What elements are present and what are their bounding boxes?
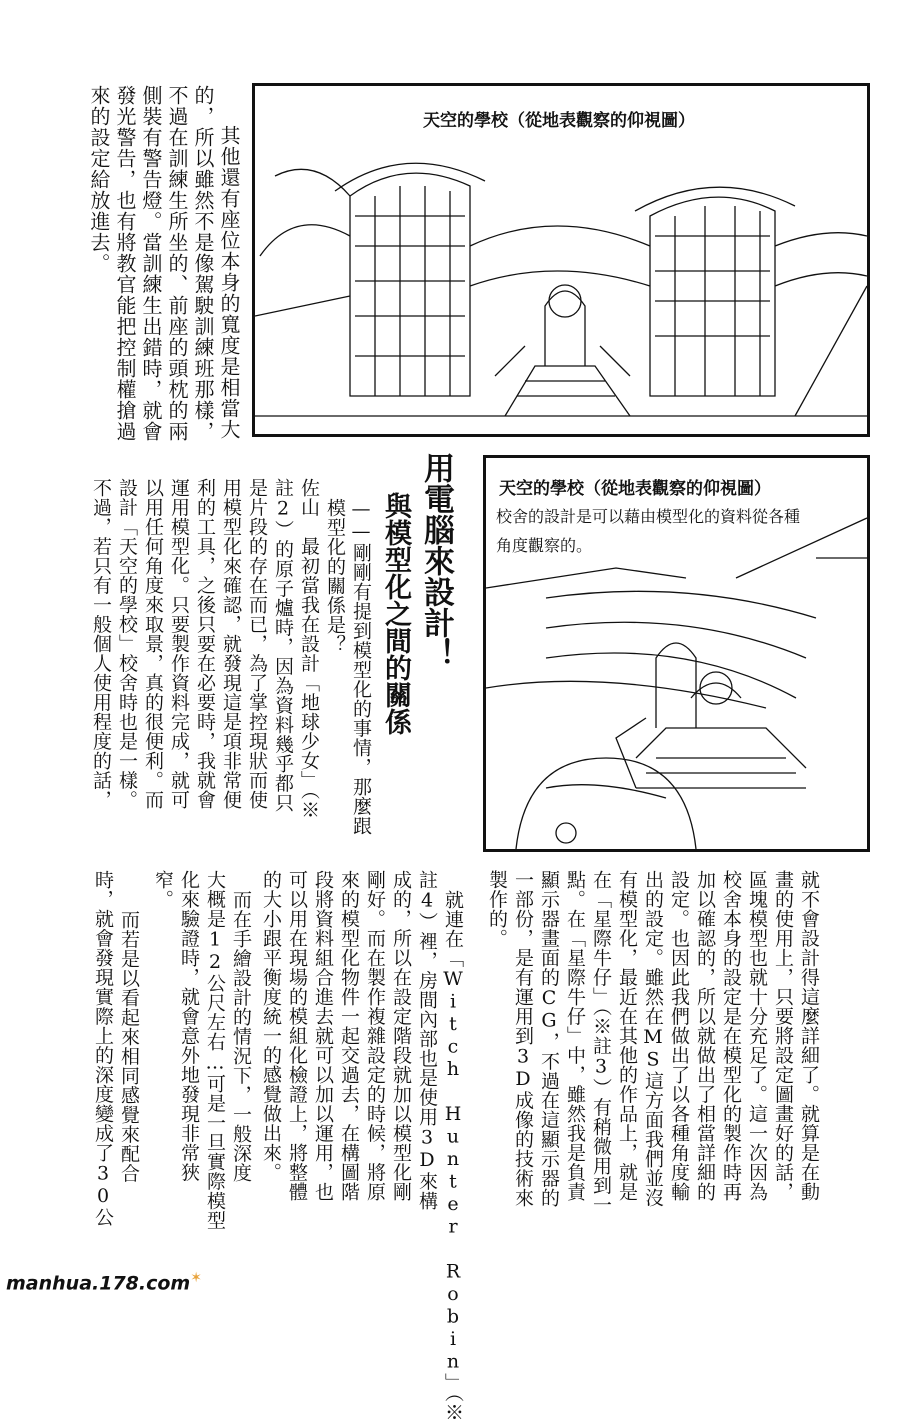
lower-right-col-1: 就不會設計得這麼詳細了。就算是在動 [798, 870, 820, 1202]
middle-col-4: 註2）的原子爐時，因為資料幾乎都只 [272, 478, 294, 813]
lower-left-col-5: 來的模型化物件一起交過去，在構圖階 [338, 870, 360, 1202]
star-icon: ✶ [190, 1269, 202, 1286]
figure-1-frame [252, 83, 870, 437]
intro-col-5: 發光警告，也有將教官能把控制權搶過 [113, 85, 137, 442]
figure-2-note-line-1: 校舍的設計是可以藉由模型化的資料從各種 [496, 507, 801, 526]
section-heading-1: 用電腦來設計！ [418, 452, 454, 669]
lower-left-col-6: 段將資料組合進去就可以加以運用，也 [312, 870, 334, 1202]
intro-col-2: 的，所以雖然不是像駕駛訓練班那樣， [191, 85, 215, 442]
lower-right-col-6: 設定。也因此我們做出了以各種角度輸 [668, 870, 690, 1202]
intro-col-3: 不過在訓練生所坐的、前座的頭枕的兩 [165, 85, 189, 442]
figure-1-caption: 天空的學校（從地表觀察的仰視圖） [423, 111, 695, 131]
intro-col-1: 其他還有座位本身的寬度是相當大 [217, 125, 241, 440]
lower-right-col-2: 畫的使用上，只要將設定圖畫好的話， [772, 870, 794, 1202]
middle-col-2: 模型化的關係是？ [324, 498, 346, 654]
lower-left-col-4: 剛好。而在製作複雜設定的時候，將原 [364, 870, 386, 1202]
lower-left-col-9: 而在手繪設計的情況下，一般深度 [230, 890, 252, 1183]
middle-col-11: 不過，若只有一般個人使用程度的話， [90, 478, 112, 810]
middle-col-3: 佐山 最初當我在設計「地球少女」（※ [298, 478, 320, 820]
lower-right-col-11: 顯示器畫面的CG，不過在這顯示器的 [538, 870, 560, 1208]
lower-left-col-1: 就連在「Witch Hunter Robin」（※ [442, 890, 464, 1422]
lower-left-col-2: 註4）裡，房間內部也是使用3D來構 [416, 870, 438, 1211]
middle-col-7: 利的工具，之後只要在必要時，我就會 [194, 478, 216, 810]
lower-left-col-14: 時，就會發現實際上的深度變成了30公 [92, 870, 114, 1227]
lower-right-col-12: 一部份，是有運用到3D成像的技術來 [512, 870, 534, 1208]
middle-col-10: 設計「天空的學校」校舍時也是一樣。 [116, 478, 138, 810]
lower-left-col-11: 化來驗證時，就會意外地發現非常狹 [178, 870, 200, 1182]
figure-2-note-line-2: 角度觀察的。 [496, 536, 593, 555]
lower-left-col-13: 而若是以看起來相同感覺來配合 [118, 910, 140, 1183]
figure-2-caption: 天空的學校（從地表觀察的仰視圖） [499, 479, 771, 499]
lower-left-col-7: 可以用在現場的模組化檢證上，將整體 [286, 870, 308, 1202]
lower-left-col-8: 的大小跟平衡度統一的感覺做出來。 [260, 870, 282, 1182]
lower-right-col-7: 出的設定。雖然在MS這方面我們並沒 [642, 870, 664, 1208]
lower-right-col-4: 校舍本身的設定是在模型化的製作時再 [720, 870, 742, 1202]
lower-right-col-3: 區塊模型也就十分充足了。這一次因為 [746, 870, 768, 1202]
section-heading-2: 與模型化之間的關係 [380, 492, 411, 735]
figure-2-note [496, 502, 866, 560]
school-building-illustration-1 [255, 86, 867, 434]
lower-right-col-9: 在「星際牛仔」（※註3）有稍微用到一 [590, 870, 612, 1215]
watermark-text: manhua.178.com [6, 1272, 191, 1294]
site-watermark [6, 1270, 202, 1294]
lower-right-col-8: 有模型化，最近在其他的作品上，就是 [616, 870, 638, 1202]
middle-col-6: 用模型化來確認，就發現這是項非常便 [220, 478, 242, 810]
figure-2-frame [483, 455, 870, 852]
intro-col-4: 側裝有警告燈。當訓練生出錯時，就會 [139, 85, 163, 442]
lower-left-col-3: 成的，所以在設定階段就加以模型化剛 [390, 870, 412, 1202]
lower-left-col-12: 窄。 [152, 870, 174, 909]
lower-right-col-10: 點。在「星際牛仔」中，雖然我是負責 [564, 870, 586, 1202]
lower-right-col-13: 製作的。 [486, 870, 508, 948]
lower-left-col-10: 大概是12公尺左右…可是一旦實際模型 [204, 870, 226, 1230]
middle-col-1: ——剛剛有提到模型化的事情，那麼跟 [350, 498, 372, 836]
lower-right-col-5: 加以確認的，所以就做出了相當詳細的 [694, 870, 716, 1202]
intro-col-6: 來的設定給放進去。 [87, 85, 111, 274]
middle-col-9: 以用任何角度來取景，真的很便利。而 [142, 478, 164, 810]
middle-col-5: 是片段的存在而已，為了掌控現狀而使 [246, 478, 268, 810]
middle-col-8: 運用模型化。只要製作資料完成，就可 [168, 478, 190, 810]
